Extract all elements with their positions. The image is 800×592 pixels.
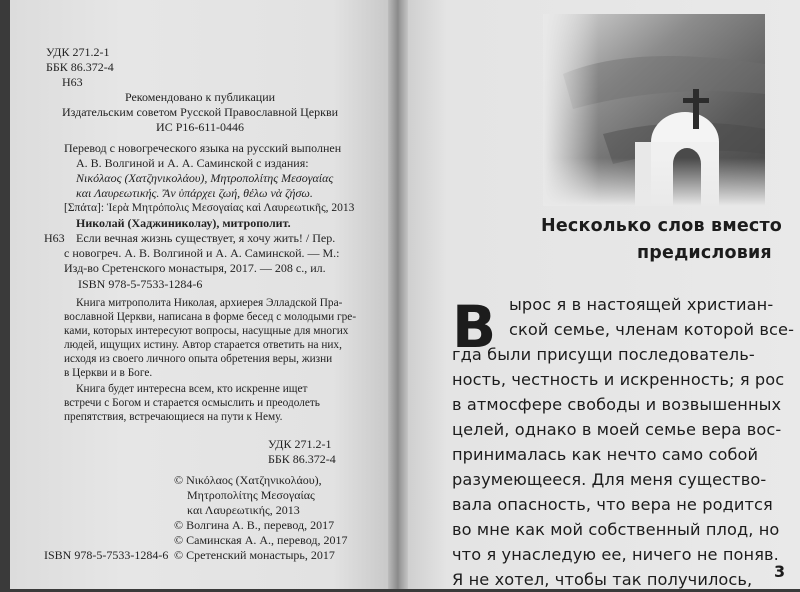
recommendation-line: Издательским советом Русской Православной Церкви — [61, 105, 339, 119]
body-line: ность, честность и искренность; я рос — [452, 370, 785, 389]
biblio-line: Если вечная жизнь существует, я хочу жить! / Пер. — [76, 231, 336, 245]
chapel-dome-photo — [543, 14, 765, 206]
body-line: что я унаследую ее, ничего не поняв. — [452, 545, 779, 564]
annotation-line: Книга митрополита Николая, архиерея Элладской Пра- — [76, 297, 343, 309]
body-line: ырос я в настоящей христиан- — [509, 295, 774, 314]
bbk-code: ББК 86.372-4 — [46, 60, 114, 74]
translation-line: και Λαυρεωτικής. Ἂν ὑπάρχει ζωή, θέλω νὰ ζήσω. — [76, 186, 313, 200]
copyright-line: και Λαυρεωτικής, 2013 — [187, 503, 300, 517]
body-line: Я не хотел, чтобы так получилось, — [452, 570, 753, 589]
body-line: принималась как нечто само собой — [452, 445, 759, 464]
author-mark: Н63 — [62, 75, 83, 89]
body-line: гда были присущи последователь- — [452, 345, 755, 364]
recommendation-line: ИС Р16-611-0446 — [156, 120, 244, 134]
body-line: ской семье, членам которой все- — [509, 320, 795, 339]
isbn-top: ISBN 978-5-7533-1284-6 — [78, 277, 203, 291]
body-line: вала опасность, что вера не родится — [452, 495, 773, 514]
annotation-line: ками, которых интересуют вопросы, насущные для многих — [64, 325, 349, 337]
body-line: в атмосфере свободы и возвышенных — [452, 395, 782, 414]
copyright-line: © Сретенский монастырь, 2017 — [174, 548, 335, 562]
translation-line: Перевод с новогреческого языка на русский выполнен — [64, 141, 342, 155]
recommendation-line: Рекомендовано к публикации — [124, 90, 276, 104]
copyright-line: Μητροπολίτης Μεσογαίας — [187, 488, 315, 502]
bbk-bottom: ББК 86.372-4 — [268, 452, 336, 466]
annotation-line: исходя из своего личного опыта обретения веры, жизни — [64, 353, 333, 365]
body-line: разумеющееся. Для меня существо- — [452, 470, 767, 489]
biblio-mark: Н63 — [44, 231, 65, 245]
annotation-line: людей, ищущих истину. Автор старается ответить на них, — [64, 339, 342, 351]
biblio-line: Изд-во Сретенского монастыря, 2017. — 208 с., ил. — [64, 261, 326, 275]
annotation-line: в Церкви и в Боге. — [64, 367, 153, 379]
translation-line: Νικόλαος (Χατζηνικολάου), Μητροπολίτης Μεσογαίας — [76, 171, 334, 185]
chapter-heading-line-1: Несколько слов вместо — [541, 216, 783, 236]
body-line: целей, однако в моей семье вера вос- — [452, 420, 782, 439]
annotation-line: препятствия, встречающиеся на пути к Нему. — [64, 411, 283, 423]
translation-line: А. В. Волгиной и А. А. Саминской с издания: — [76, 156, 309, 170]
chapter-heading-line-2: предисловия — [637, 243, 772, 263]
udk-bottom: УДК 271.2-1 — [268, 437, 332, 451]
book-gutter — [388, 0, 410, 589]
annotation-line: Книга будет интересна всем, кто искренне ищет — [76, 383, 308, 395]
page-number: 3 — [774, 562, 786, 581]
copyright-line: © Волгина А. В., перевод, 2017 — [174, 518, 335, 532]
biblio-author: Николай (Хаджиниколау), митрополит. — [76, 216, 291, 230]
annotation-line: вославной Церкви, написана в форме бесед с молодыми гре- — [64, 311, 357, 323]
annotation-line: встречи с Богом и старается осмыслить и преодолеть — [64, 397, 320, 409]
translation-line: [Σπάτα]: Ἱερὰ Μητρόπολις Μεσογαίας καὶ Λαυρεωτικῆς, 2013 — [64, 202, 355, 214]
isbn-bottom: ISBN 978-5-7533-1284-6 — [44, 548, 169, 562]
drop-cap: В — [452, 293, 497, 361]
body-line: во мне как мой собственный плод, но — [452, 520, 780, 539]
udk-code: УДК 271.2-1 — [46, 45, 110, 59]
copyright-line: © Саминская А. А., перевод, 2017 — [174, 533, 348, 547]
copyright-line: © Νικόλαος (Χατζηνικολάου), — [174, 473, 322, 487]
biblio-line: с новогреч. А. В. Волгиной и А. А. Саминской. — М.: — [64, 246, 340, 260]
